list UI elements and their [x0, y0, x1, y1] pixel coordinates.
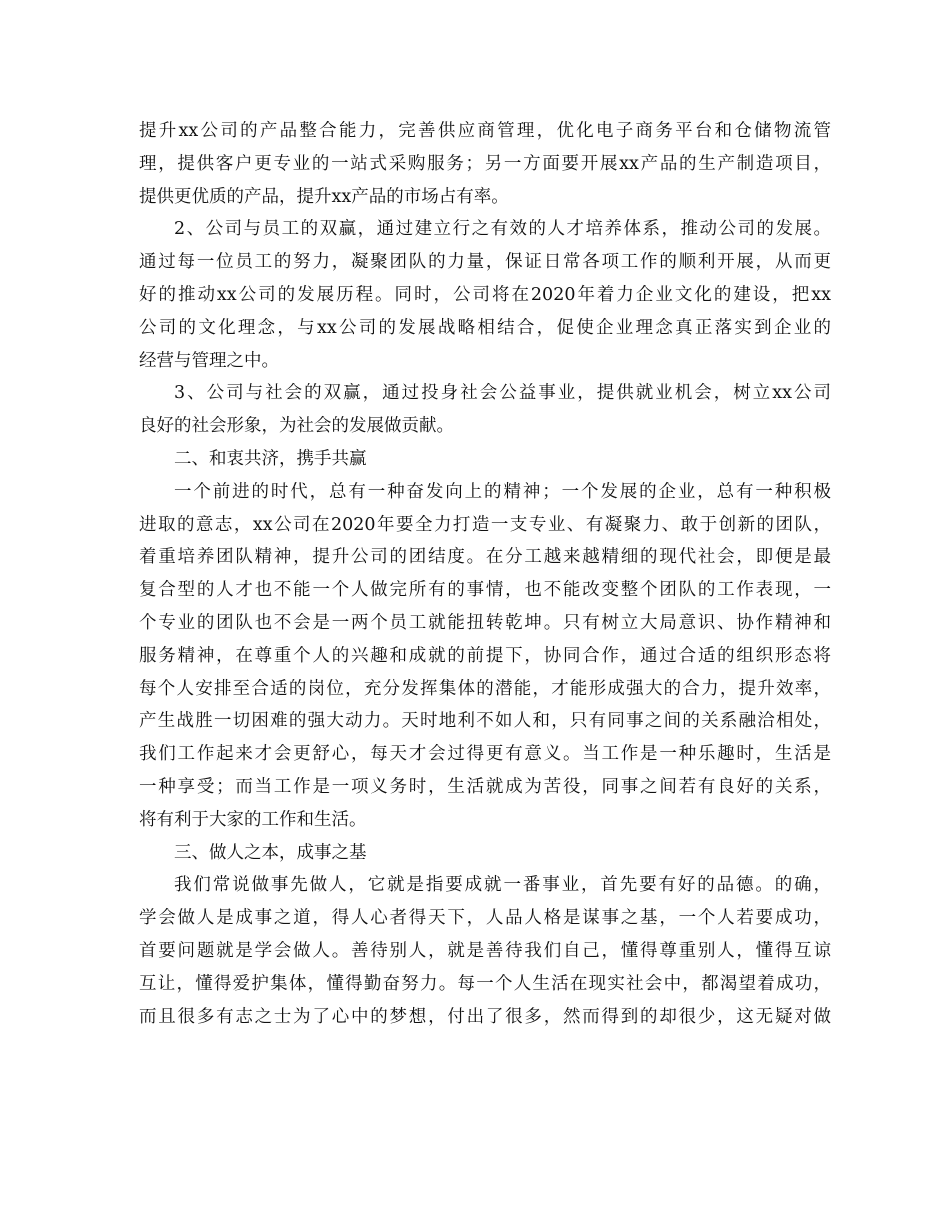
text-line: 产生战胜一切困难的强大动力。天时地利不如人和，只有同事之间的关系融洽相处，	[139, 711, 831, 732]
text-line: 服务精神，在尊重个人的兴趣和成就的前提下，协同合作，通过合适的组织形态将	[139, 645, 831, 666]
text-line: 理，提供客户更专业的一站式采购服务；另一方面要开展xx产品的生产制造项目，	[139, 153, 831, 174]
text-line: 良好的社会形象，为社会的发展做贡献。	[139, 416, 454, 437]
text-line: 每个人安排至合适的岗位，充分发挥集体的潜能，才能形成强大的合力，提升效率，	[139, 678, 831, 699]
text-line: 我们常说做事先做人，它就是指要成就一番事业，首先要有好的品德。的确，	[174, 875, 831, 896]
text-line: 提供更优质的产品，提升xx产品的市场占有率。	[139, 186, 509, 207]
text-line: 2、公司与员工的双赢，通过建立行之有效的人才培养体系，推动公司的发展。	[174, 219, 831, 240]
text-line: 公司的文化理念，与xx公司的发展战略相结合，促使企业理念真正落实到企业的	[139, 317, 831, 338]
text-line: 经营与管理之中。	[139, 350, 279, 371]
document-body	[139, 115, 831, 1033]
section-heading: 三、做人之本，成事之基	[174, 842, 367, 863]
text-line: 首要问题就是学会做人。善待别人，就是善待我们自己，懂得尊重别人，懂得互谅	[139, 940, 831, 961]
text-line: 好的推动xx公司的发展历程。同时，公司将在2020年着力企业文化的建设，把xx	[139, 284, 831, 305]
section-heading: 二、和衷共济，携手共赢	[174, 448, 367, 469]
text-line: 复合型的人才也不能一个人做完所有的事情，也不能改变整个团队的工作表现，一	[139, 580, 831, 601]
text-line: 着重培养团队精神，提升公司的团结度。在分工越来越精细的现代社会，即便是最	[139, 547, 831, 568]
text-line: 个专业的团队也不会是一两个员工就能扭转乾坤。只有树立大局意识、协作精神和	[139, 612, 831, 633]
text-line: 而且很多有志之士为了心中的梦想，付出了很多，然而得到的却很少，这无疑对做	[139, 1006, 831, 1027]
text-line: 我们工作起来才会更舒心，每天才会过得更有意义。当工作是一种乐趣时，生活是	[139, 744, 831, 765]
text-line: 一个前进的时代，总有一种奋发向上的精神；一个发展的企业，总有一种积极	[174, 481, 831, 502]
text-line: 学会做人是成事之道，得人心者得天下，人品人格是谋事之基，一个人若要成功，	[139, 908, 831, 929]
text-line: 通过每一位员工的努力，凝聚团队的力量，保证日常各项工作的顺利开展，从而更	[139, 252, 831, 273]
text-line: 互让，懂得爱护集体，懂得勤奋努力。每一个人生活在现实社会中，都渴望着成功，	[139, 973, 831, 994]
text-line: 提升xx公司的产品整合能力，完善供应商管理，优化电子商务平台和仓储物流管	[139, 121, 831, 141]
text-line: 一种享受；而当工作是一项义务时，生活就成为苦役，同事之间若有良好的关系，	[139, 776, 831, 797]
text-line: 将有利于大家的工作和生活。	[139, 809, 367, 830]
text-line: 3、公司与社会的双赢，通过投身社会公益事业，提供就业机会，树立xx公司	[174, 383, 831, 404]
text-line: 进取的意志，xx公司在2020年要全力打造一支专业、有凝聚力、敢于创新的团队，	[139, 514, 831, 535]
